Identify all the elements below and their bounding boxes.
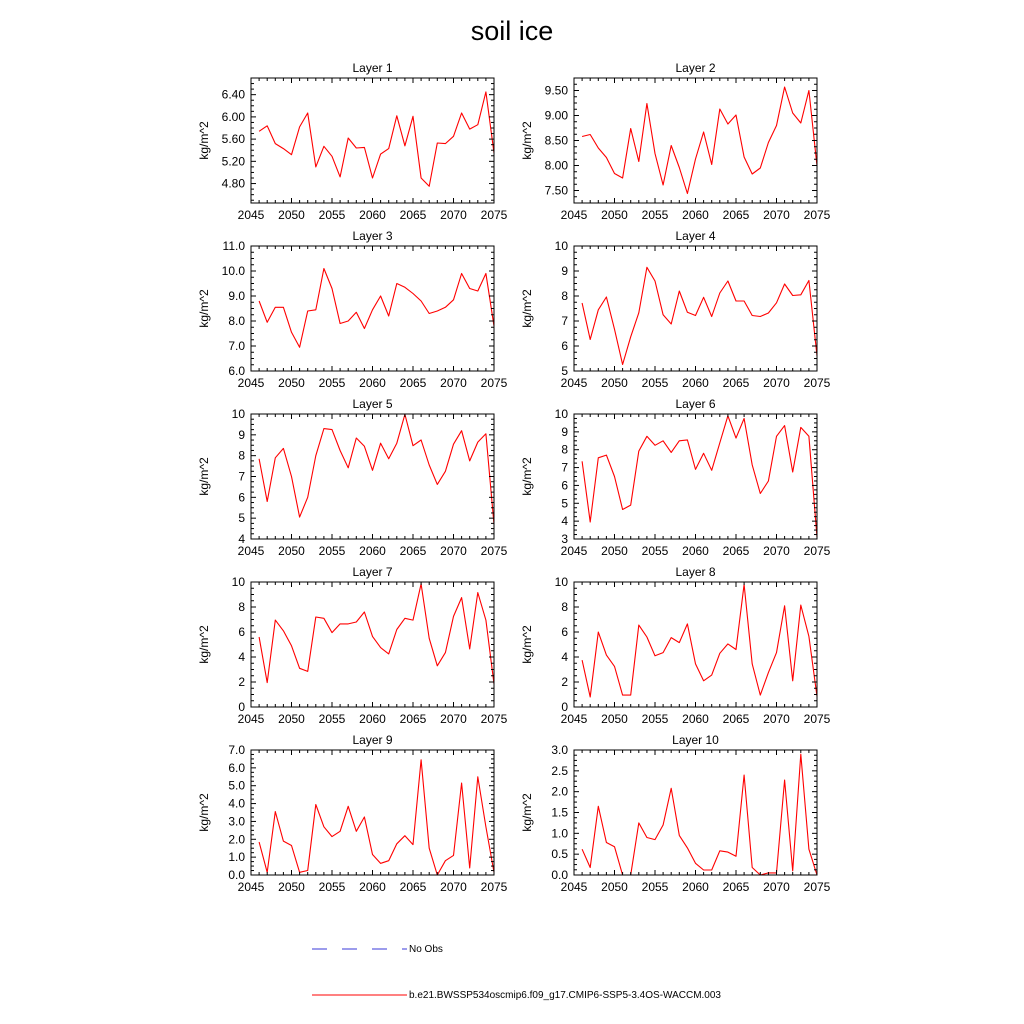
panel-layer-2-xtick-label: 2070 xyxy=(763,208,790,222)
model-legend-line xyxy=(312,990,407,1000)
panel-layer-7-xtick-label: 2050 xyxy=(278,712,305,726)
panel-layer-3 xyxy=(197,229,508,390)
panel-layer-5-title: Layer 5 xyxy=(352,397,393,411)
panel-layer-6-xtick-label: 2055 xyxy=(641,544,669,558)
panel-layer-6-ytick-label: 3 xyxy=(561,532,568,546)
panel-layer-1-frame xyxy=(251,78,494,203)
panel-layer-2-ytick-label: 7.50 xyxy=(544,183,568,198)
panel-layer-9-ytick-label: 3.0 xyxy=(228,814,245,829)
panel-layer-2-xtick-label: 2060 xyxy=(682,208,709,222)
panel-layer-5-xtick-label: 2055 xyxy=(318,544,346,558)
panel-layer-1-xtick-label: 2075 xyxy=(480,208,508,222)
panel-layer-3-xtick-label: 2065 xyxy=(399,376,427,390)
panel-layer-9-ytick-label: 0.0 xyxy=(228,868,245,882)
panel-layer-10-ytick-label: 2.0 xyxy=(551,784,568,799)
panel-layer-3-xtick-label: 2070 xyxy=(440,376,467,390)
panel-layer-9 xyxy=(197,733,508,894)
figure-title: soil ice xyxy=(470,16,554,46)
panel-layer-8-xtick-label: 2070 xyxy=(763,712,790,726)
panel-layer-7-xtick-label: 2045 xyxy=(237,712,265,726)
panel-layer-8-frame xyxy=(574,582,817,707)
panel-layer-7-ytick-label: 4 xyxy=(238,650,245,664)
panel-layer-2-ytick-label: 9.50 xyxy=(544,83,568,98)
panel-layer-8-ylabel: kg/m^2 xyxy=(520,625,534,664)
panel-layer-8-xtick-label: 2050 xyxy=(601,712,628,726)
panel-layer-4-xtick-label: 2055 xyxy=(641,376,669,390)
panel-layer-3-ytick-label: 9.0 xyxy=(228,289,245,303)
panel-layer-3-ytick-label: 10.0 xyxy=(221,264,245,278)
panel-layer-9-xtick-label: 2075 xyxy=(480,880,508,894)
panel-layer-4-ytick-label: 6 xyxy=(561,339,568,353)
panel-layer-1-ytick-label: 5.60 xyxy=(221,132,245,147)
panel-layer-2-xtick-label: 2075 xyxy=(803,208,831,222)
panel-layer-10-frame xyxy=(574,750,817,875)
panel-layer-4-xtick-label: 2050 xyxy=(601,376,628,390)
panel-layer-6-xtick-label: 2050 xyxy=(601,544,628,558)
panel-layer-9-xtick-label: 2070 xyxy=(440,880,467,894)
panel-layer-5-xtick-label: 2070 xyxy=(440,544,467,558)
panel-layer-4 xyxy=(520,229,831,390)
panel-layer-6-ytick-label: 5 xyxy=(561,496,568,511)
panel-layer-10-xtick-label: 2045 xyxy=(560,880,588,894)
panel-layer-2-xtick-label: 2045 xyxy=(560,208,588,222)
panel-layer-8 xyxy=(520,565,831,726)
panel-layer-4-xtick-label: 2070 xyxy=(763,376,790,390)
panel-layer-1-xtick-label: 2065 xyxy=(399,208,427,222)
panel-layer-4-ytick-label: 10 xyxy=(554,239,568,253)
panel-layer-9-ylabel: kg/m^2 xyxy=(197,793,211,832)
panel-layer-8-ytick-label: 10 xyxy=(554,575,568,589)
panel-layer-8-xtick-label: 2055 xyxy=(641,712,669,726)
panel-layer-2-ytick-label: 8.00 xyxy=(544,158,568,173)
panel-layer-9-series-line xyxy=(259,760,494,875)
panel-layer-9-ytick-label: 4.0 xyxy=(228,796,245,811)
panel-layer-6-ytick-label: 9 xyxy=(561,424,568,439)
panel-layer-4-xtick-label: 2075 xyxy=(803,376,831,390)
panel-layer-2-frame xyxy=(574,78,817,203)
panel-layer-5-ytick-label: 7 xyxy=(238,469,245,484)
panel-layer-9-frame xyxy=(251,750,494,875)
panel-layer-1-series-line xyxy=(259,92,494,186)
panel-layer-6-xtick-label: 2070 xyxy=(763,544,790,558)
panel-layer-4-ytick-label: 7 xyxy=(561,314,568,328)
panel-layer-8-title: Layer 8 xyxy=(675,565,716,579)
panel-layer-4-ytick-label: 8 xyxy=(561,289,568,303)
panel-layer-8-xtick-label: 2060 xyxy=(682,712,709,726)
panel-layer-6 xyxy=(520,397,831,558)
panel-layer-1-ytick-label: 6.00 xyxy=(221,109,245,124)
panel-layer-5-ytick-label: 9 xyxy=(238,427,245,442)
panel-layer-4-ytick-label: 9 xyxy=(561,264,568,278)
panel-layer-4-xtick-label: 2060 xyxy=(682,376,709,390)
panel-layer-6-ytick-label: 6 xyxy=(561,478,568,493)
panel-layer-2-series-line xyxy=(582,87,817,194)
model-legend-label: b.e21.BWSSP534oscmip6.f09_g17.CMIP6-SSP5-3.4OS-WACCM.003 xyxy=(409,990,721,1001)
panel-layer-3-ylabel: kg/m^2 xyxy=(197,289,211,328)
panel-layer-1-ytick-label: 4.80 xyxy=(221,176,245,191)
panel-layer-2-xtick-label: 2055 xyxy=(641,208,669,222)
panel-layer-7-xtick-label: 2055 xyxy=(318,712,346,726)
panel-layer-7 xyxy=(197,565,508,726)
panel-layer-10-series-line xyxy=(582,754,817,875)
panel-layer-2-ytick-label: 8.50 xyxy=(544,133,568,148)
panel-layer-7-ytick-label: 0 xyxy=(238,700,245,714)
panel-layer-2-title: Layer 2 xyxy=(675,61,716,75)
panel-layer-9-ytick-label: 7.0 xyxy=(228,743,245,757)
panel-layer-7-xtick-label: 2065 xyxy=(399,712,427,726)
panel-layer-6-xtick-label: 2065 xyxy=(722,544,750,558)
panel-layer-10-xtick-label: 2055 xyxy=(641,880,669,894)
panel-layer-9-xtick-label: 2065 xyxy=(399,880,427,894)
panel-layer-1-ylabel: kg/m^2 xyxy=(197,121,211,160)
panel-layer-1-ytick-label: 5.20 xyxy=(221,154,245,169)
panel-layer-1-xtick-label: 2050 xyxy=(278,208,305,222)
panel-layer-3-xtick-label: 2075 xyxy=(480,376,508,390)
panel-layer-3-series-line xyxy=(259,269,494,348)
panel-layer-9-title: Layer 9 xyxy=(352,733,393,747)
panel-layer-10-ytick-label: 0.0 xyxy=(551,868,568,882)
panel-layer-6-series-line xyxy=(582,416,817,537)
panel-layer-6-ytick-label: 10 xyxy=(554,407,568,421)
panel-layer-3-xtick-label: 2055 xyxy=(318,376,346,390)
panel-layer-5-ytick-label: 4 xyxy=(238,532,245,546)
panel-layer-4-xtick-label: 2065 xyxy=(722,376,750,390)
panel-layer-5-xtick-label: 2065 xyxy=(399,544,427,558)
panel-layer-10-xtick-label: 2065 xyxy=(722,880,750,894)
panel-layer-7-frame xyxy=(251,582,494,707)
panel-layer-1-title: Layer 1 xyxy=(352,61,393,75)
panel-layer-7-ylabel: kg/m^2 xyxy=(197,625,211,664)
panel-layer-8-xtick-label: 2045 xyxy=(560,712,588,726)
panel-layer-8-ytick-label: 0 xyxy=(561,700,568,714)
panel-layer-8-ytick-label: 6 xyxy=(561,625,568,639)
panel-layer-10-xtick-label: 2060 xyxy=(682,880,709,894)
panel-layer-6-xtick-label: 2075 xyxy=(803,544,831,558)
no-obs-legend-line xyxy=(312,944,407,954)
panel-layer-3-title: Layer 3 xyxy=(352,229,393,243)
panel-layer-7-xtick-label: 2060 xyxy=(359,712,386,726)
panel-layer-4-frame xyxy=(574,246,817,371)
panel-layer-6-xtick-label: 2045 xyxy=(560,544,588,558)
panel-layer-3-xtick-label: 2060 xyxy=(359,376,386,390)
panel-layer-8-ytick-label: 2 xyxy=(561,675,568,689)
panel-layer-6-ytick-label: 4 xyxy=(561,514,568,529)
panel-layer-3-ytick-label: 7.0 xyxy=(228,339,245,353)
panel-layer-8-ytick-label: 8 xyxy=(561,600,568,614)
panel-layer-6-ylabel: kg/m^2 xyxy=(520,457,534,496)
panel-layer-3-ytick-label: 8.0 xyxy=(228,314,245,328)
panel-layer-9-ytick-label: 2.0 xyxy=(228,832,245,847)
panel-layer-7-xtick-label: 2075 xyxy=(480,712,508,726)
panel-layer-10-ylabel: kg/m^2 xyxy=(520,793,534,832)
panel-layer-2-ylabel: kg/m^2 xyxy=(520,121,534,160)
panel-layer-5-xtick-label: 2050 xyxy=(278,544,305,558)
panel-layer-9-ytick-label: 1.0 xyxy=(228,850,245,865)
panel-layer-7-title: Layer 7 xyxy=(352,565,393,579)
panel-layer-7-series-line xyxy=(259,584,494,684)
panel-layer-3-ytick-label: 6.0 xyxy=(228,364,245,378)
panel-layer-6-title: Layer 6 xyxy=(675,397,716,411)
panel-layer-3-ytick-label: 11.0 xyxy=(222,239,245,253)
panel-layer-5-ytick-label: 5 xyxy=(238,511,245,526)
panel-layer-5-ytick-label: 6 xyxy=(238,490,245,505)
panel-layer-10-ytick-label: 1.5 xyxy=(551,805,568,820)
panel-layer-9-xtick-label: 2045 xyxy=(237,880,265,894)
panel-layer-1-xtick-label: 2070 xyxy=(440,208,467,222)
panel-layer-5-ytick-label: 8 xyxy=(238,448,245,463)
panel-layer-10-xtick-label: 2070 xyxy=(763,880,790,894)
panel-layer-5-frame xyxy=(251,414,494,539)
panel-layer-7-ytick-label: 10 xyxy=(231,575,245,589)
panel-layer-3-xtick-label: 2045 xyxy=(237,376,265,390)
panel-layer-8-xtick-label: 2075 xyxy=(803,712,831,726)
panel-layer-4-title: Layer 4 xyxy=(675,229,716,243)
panel-layer-9-ytick-label: 6.0 xyxy=(228,760,245,775)
panel-layer-7-xtick-label: 2070 xyxy=(440,712,467,726)
panel-layer-6-frame xyxy=(574,414,817,539)
panel-layer-9-xtick-label: 2050 xyxy=(278,880,305,894)
panel-layer-10-xtick-label: 2075 xyxy=(803,880,831,894)
panel-layer-10-ytick-label: 3.0 xyxy=(551,743,568,757)
panel-layer-8-ytick-label: 4 xyxy=(561,650,568,664)
panel-layer-5 xyxy=(197,397,508,558)
panel-layer-4-xtick-label: 2045 xyxy=(560,376,588,390)
panel-layer-5-xtick-label: 2060 xyxy=(359,544,386,558)
panel-layer-1-xtick-label: 2060 xyxy=(359,208,386,222)
panel-layer-4-ylabel: kg/m^2 xyxy=(520,289,534,328)
panel-layer-3-frame xyxy=(251,246,494,371)
panel-layer-5-ytick-label: 10 xyxy=(231,407,245,421)
panel-layer-7-ytick-label: 2 xyxy=(238,675,245,689)
panel-layer-8-series-line xyxy=(582,585,817,698)
panel-layer-5-series-line xyxy=(259,414,494,524)
panel-layer-10-ytick-label: 0.5 xyxy=(551,847,568,862)
panel-layer-5-xtick-label: 2075 xyxy=(480,544,508,558)
panel-layer-9-ytick-label: 5.0 xyxy=(228,778,245,793)
panel-layer-4-ytick-label: 5 xyxy=(561,364,568,378)
panel-layer-7-ytick-label: 8 xyxy=(238,600,245,614)
panel-layer-9-xtick-label: 2055 xyxy=(318,880,346,894)
panel-layer-10-ytick-label: 1.0 xyxy=(551,826,568,841)
panel-layer-10-title: Layer 10 xyxy=(672,733,719,747)
panel-layer-3-xtick-label: 2050 xyxy=(278,376,305,390)
panel-layer-8-xtick-label: 2065 xyxy=(722,712,750,726)
panel-layer-6-ytick-label: 8 xyxy=(561,442,568,457)
panel-layer-10 xyxy=(520,733,831,894)
panel-layer-2-xtick-label: 2050 xyxy=(601,208,628,222)
panel-layer-4-series-line xyxy=(582,267,817,364)
panel-layer-10-xtick-label: 2050 xyxy=(601,880,628,894)
panel-layer-5-xtick-label: 2045 xyxy=(237,544,265,558)
panel-layer-7-ytick-label: 6 xyxy=(238,625,245,639)
panel-layer-10-ytick-label: 2.5 xyxy=(551,763,568,778)
panel-layer-5-ylabel: kg/m^2 xyxy=(197,457,211,496)
panel-layer-1-xtick-label: 2045 xyxy=(237,208,265,222)
panel-layer-2-ytick-label: 9.00 xyxy=(544,108,568,123)
panel-layer-6-ytick-label: 7 xyxy=(561,460,568,475)
panel-layer-1-ytick-label: 6.40 xyxy=(221,87,245,102)
no-obs-legend-label: No Obs xyxy=(409,944,443,955)
panel-layer-9-xtick-label: 2060 xyxy=(359,880,386,894)
panel-layer-2-xtick-label: 2065 xyxy=(722,208,750,222)
panel-layer-1-xtick-label: 2055 xyxy=(318,208,346,222)
panel-layer-6-xtick-label: 2060 xyxy=(682,544,709,558)
panel-layer-2 xyxy=(520,61,831,222)
panel-layer-1 xyxy=(197,61,508,222)
